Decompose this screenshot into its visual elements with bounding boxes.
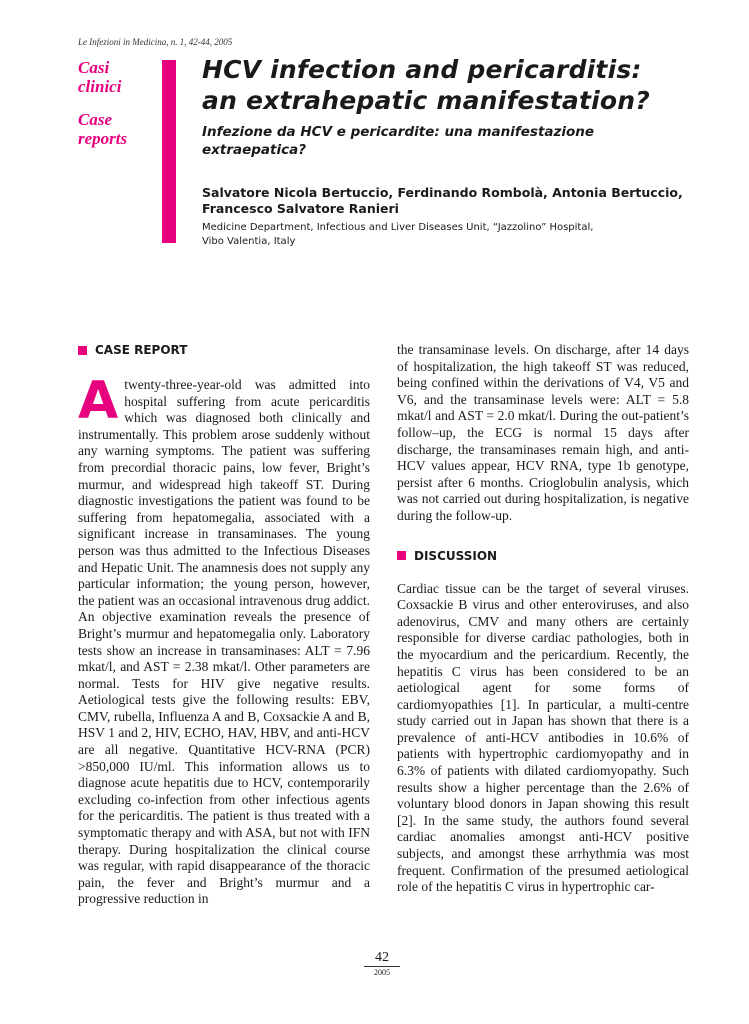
discussion-heading: DISCUSSION [397, 548, 689, 564]
article-subtitle: Infezione da HCV e pericardite: una manifestazione extraepatica? [202, 124, 595, 158]
author-affiliation: Medicine Department, Infectious and Liver Diseases Unit, “Jazzolino” Hospital, Vibo Valentia, Italy [202, 222, 594, 247]
heading-square-icon [78, 346, 87, 355]
section-label-case-reports: Case reports [78, 110, 128, 148]
article-title: HCV infection and pericarditis: an extrahepatic manifestation? [202, 55, 650, 115]
case-report-continued-paragraph: the transaminase levels. On discharge, after 14 days of hospitalization, the high takeoff ST was reduced, being confined within the derivations of V4, V5 and V6, and the transaminase levels were: ALT = 5.8 mkat/l and AST = 2.0 mkat/l. During the out-patient’s follow–up, the ECG is normal 15 days after discharge, the transaminases remain high, and anti-HCV values appear, HCV RNA, type 1b genotype, persist after 6 months. Crioglobulin analysis, which was not carried out during hospitalization, is negative during the follow-up. [397, 342, 689, 523]
author-list: Salvatore Nicola Bertuccio, Ferdinando Rombolà, Antonia Bertuccio, Francesco Salvatore Ranieri [202, 185, 683, 216]
page-number: 42 [364, 950, 400, 967]
discussion-paragraph: Cardiac tissue can be the target of several viruses. Coxsackie B virus and other enteroviruses, and also adenovirus, CMV and many others are certainly responsible for diverse cardiac pathologies, both in the myocardium and the pericardium. Recently, the hepatitis C virus has been considered to be an aetiological agent for some forms of cardiomyopathies [1]. In particular, a multi-centre study carried out in Japan has shown that there is a prevalence of anti-HCV antibodies in 10.6% of patients with hypertrophic cardiomyopathy and in 6.3% of patients with dilated cardiomyopathy. Such results show a higher percentage than the 2.6% of voluntary blood donors in Japan showing this result [2]. In the same study, the authors found several cardiac anomalies amongst anti-HCV positive subjects, and amongst these arrhythmia was most frequent. Confirmation of the presumed aetiological role of the hepatitis C virus in hypertrophic car- [397, 580, 689, 895]
right-column [397, 342, 689, 896]
drop-cap-letter: A [78, 371, 119, 431]
journal-reference: Le Infezioni in Medicina, n. 1, 42-44, 2005 [78, 37, 233, 47]
left-column [78, 342, 370, 908]
case-report-heading: CASE REPORT [78, 342, 370, 358]
page-year: 2005 [374, 968, 390, 977]
section-label-casi-clinici: Casi clinici [78, 58, 122, 96]
case-report-paragraph: Atwenty-three-year-old was admitted into hospital suffering from acute pericarditis which was diagnosed both clinically and instrumentally. This problem arose suddenly without any warning symptoms. The patient was suffering from precordial thoracic pains, low fever, Bright’s murmur, and widespread high takeoff ST. During diagnostic investigations the patient was found to be suffering from hepatomegalia, associated with a significant increase in transaminases. The young person was thus admitted to the Infectious Diseases and Hepatic Unit. The anamnesis does not supply any particular information; the young person, however, the patient was an occasional intravenous drug addict. An objective examination reveals the presence of Bright’s murmur and hepatomegalia only. Laboratory tests show an increase in transaminases: ALT = 7.96 mkat/l, and AST = 2.38 mkat/l. Other parameters are normal. Tests for HIV give negative results. Aetiological tests give the following results: EBV, CMV, rubella, Influenza A and B, Coxsackie A and B, HSV 1 and 2, HIV, ECHO, HAV, HBV, and anti-HCV are all negative. Quantitative HCV-RNA (PCR) >850,000 IU/ml. This information allows us to diagnose acute hepatitis due to HCV, contemporarily excluding co-infection from other infectious agents for the pericarditis. The patient is thus treated with a symptomatic therapy and with ASA, but not with IFN therapy. During hospitalization the clinical course was regular, with rapid disappearance of the thoracic pain, the fever and Bright’s murmur and a progressive reduction in [78, 371, 370, 907]
heading-square-icon [397, 551, 406, 560]
title-accent-bar [162, 60, 176, 243]
